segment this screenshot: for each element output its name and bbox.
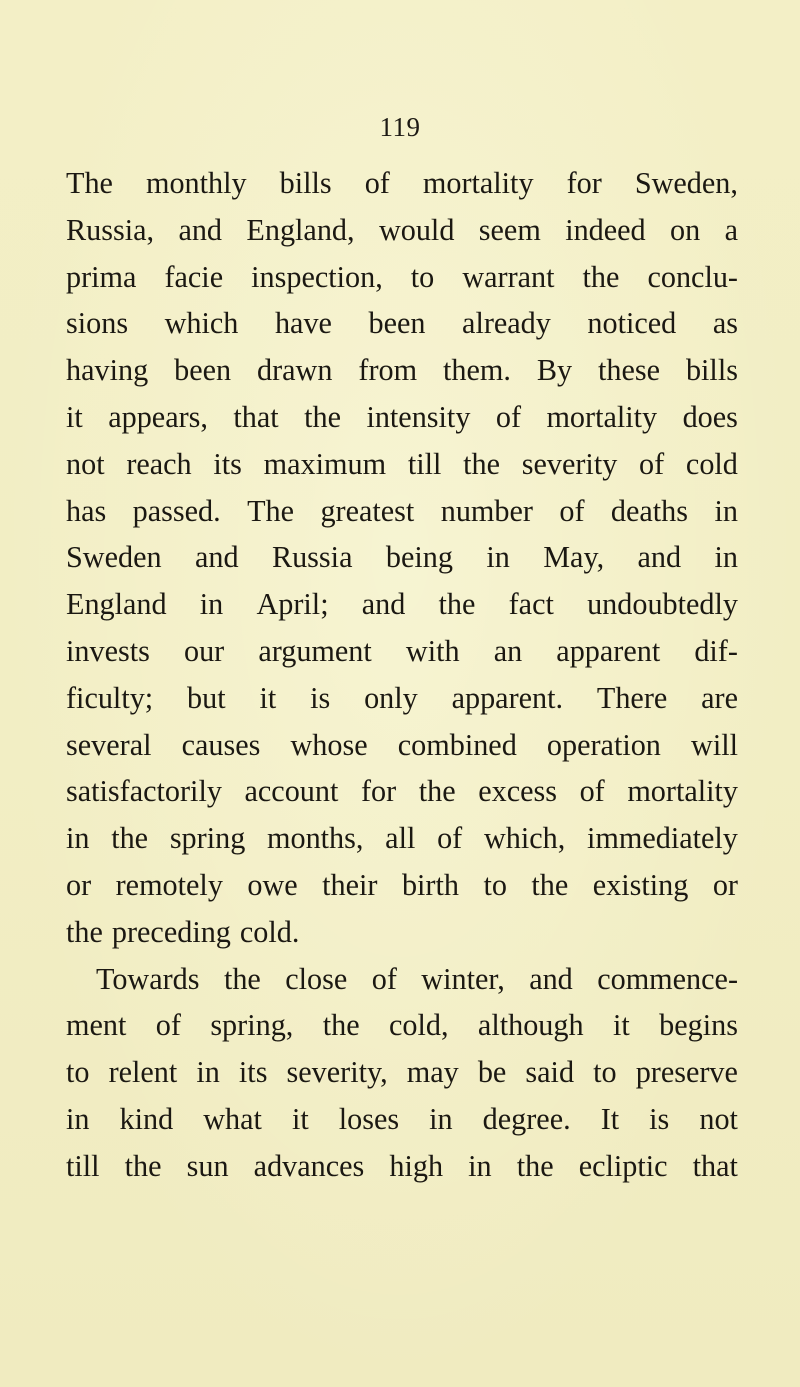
- text-line: or remotely owe their birth to the existing or: [66, 867, 738, 902]
- text-line: in the spring months, all of which, immediately: [66, 821, 738, 856]
- text-line: The monthly bills of mortality for Sweden,: [66, 166, 738, 200]
- text-line: to relent in its severity, may be said to preserve: [66, 1055, 738, 1090]
- text-line: ment of spring, the cold, although it begins: [66, 1008, 738, 1043]
- text-line: Russia, and England, would seem indeed on a: [66, 212, 738, 247]
- text-line: satisfactorily account for the excess of mortality: [66, 774, 738, 809]
- body-text: [66, 160, 738, 1190]
- text-line: England in April; and the fact undoubtedly: [66, 587, 738, 622]
- text-line: prima facie inspection, to warrant the conclu-: [66, 259, 738, 294]
- text-line: several causes whose combined operation will: [66, 727, 738, 762]
- text-line: till the sun advances high in the ecliptic that: [66, 1148, 738, 1183]
- paragraph-2: [66, 956, 738, 1190]
- text-line: the preceding cold.: [66, 914, 300, 949]
- paragraph-1: [66, 160, 738, 956]
- text-line: ficulty; but it is only apparent. There are: [66, 680, 738, 715]
- text-line: having been drawn from them. By these bills: [66, 353, 738, 388]
- text-line: has passed. The greatest number of deaths in: [66, 493, 738, 528]
- text-line: it appears, that the intensity of mortality does: [66, 399, 738, 434]
- text-line: Towards the close of winter, and commence-: [96, 961, 738, 996]
- text-line: in kind what it loses in degree. It is not: [66, 1101, 738, 1136]
- text-line: invests our argument with an apparent dif-: [66, 633, 738, 668]
- text-line: sions which have been already noticed as: [66, 306, 738, 341]
- text-line: not reach its maximum till the severity of cold: [66, 446, 738, 481]
- page-number: 119: [379, 112, 421, 142]
- text-line: Sweden and Russia being in May, and in: [66, 540, 738, 575]
